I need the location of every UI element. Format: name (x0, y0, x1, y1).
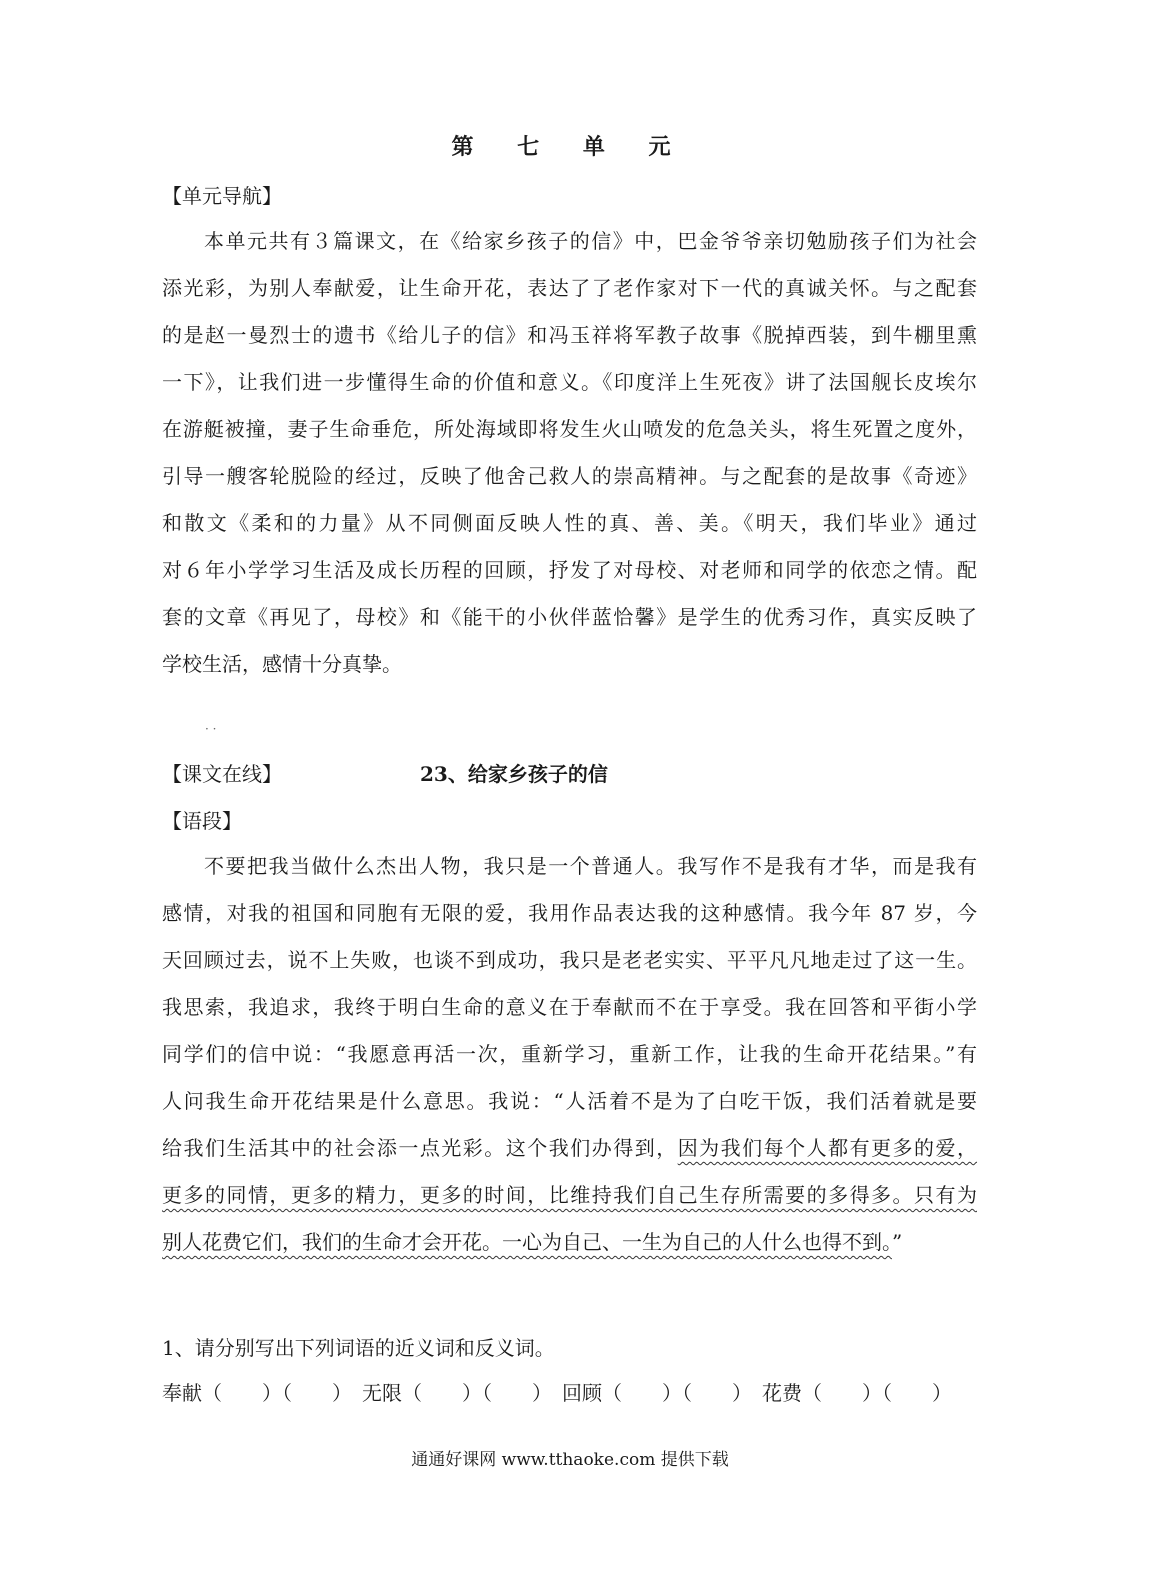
lesson-online-label: 【课文在线】 (162, 762, 282, 786)
intro-line: 一下》，让我们进一步懂得生命的价值和意义。《印度洋上生死夜》讲了法国舰长皮埃尔 (162, 370, 977, 394)
unit-navigation-label: 【单元导航】 (162, 184, 282, 208)
stray-marks: · · (205, 722, 217, 736)
passage-line (162, 1125, 977, 1172)
question-1: 1、请分别写出下列词语的近义词和反义词。 (162, 1336, 555, 1360)
passage-line: 我思索，我追求，我终于明白生命的意义在于奉献而不在于享受。我在回答和平街小学 (162, 995, 977, 1019)
passage-line: 同学们的信中说：“我愿意再活一次，重新学习，重新工作，让我的生命开花结果。”有 (162, 1042, 977, 1066)
fill-in-blanks-row: 奉献（ ）（ ） 无限（ ）（ ） 回顾（ ）（ ） 花费（ ）（ ） (162, 1381, 952, 1405)
passage-line (162, 1219, 977, 1266)
intro-line: 的是赵一曼烈士的遗书《给儿子的信》和冯玉祥将军教子故事《脱掉西装，到牛棚里熏 (162, 323, 977, 347)
passage-line (162, 1172, 977, 1219)
passage-label: 【语段】 (162, 809, 242, 833)
page-footer: 通通好课网 www.tthaoke.com 提供下载 (411, 1450, 729, 1470)
passage-text: 给我们生活其中的社会添一点光彩。这个我们办得到， (162, 1136, 678, 1160)
passage-line: 不要把我当做什么杰出人物，我只是一个普通人。我写作不是我有才华，而是我有 (204, 854, 977, 878)
unit-title: 第 七 单 元 (451, 134, 689, 160)
lesson-title: 23、给家乡孩子的信 (420, 762, 608, 786)
underlined-sentence: 因为我们每个人都有更多的爱， (677, 1136, 978, 1160)
passage-line: 人问我生命开花结果是什么意思。我说：“人活着不是为了白吃干饭，我们活着就是要 (162, 1089, 977, 1113)
passage-text: ” (892, 1230, 903, 1254)
passage-line: 感情，对我的祖国和同胞有无限的爱，我用作品表达我的这种感情。我今年 87 岁，今 (162, 901, 977, 925)
intro-line: 套的文章《再见了，母校》和《能干的小伙伴蓝恰馨》是学生的优秀习作，真实反映了 (162, 605, 977, 629)
passage-paragraph (162, 843, 977, 1266)
intro-line: 添光彩，为别人奉献爱，让生命开花，表达了了老作家对下一代的真诚关怀。与之配套 (162, 276, 977, 300)
underlined-sentence: 别人花费它们，我们的生命才会开花。一心为自己、一生为自己的人什么也得不到。 (162, 1230, 892, 1254)
intro-line: 对６年小学学习生活及成长历程的回顾，抒发了对母校、对老师和同学的依恋之情。配 (162, 558, 977, 582)
unit-intro-paragraph (162, 218, 977, 688)
intro-line: 学校生活，感情十分真挚。 (162, 652, 402, 676)
intro-line: 本单元共有３篇课文，在《给家乡孩子的信》中，巴金爷爷亲切勉励孩子们为社会 (204, 229, 977, 253)
intro-line: 引导一艘客轮脱险的经过，反映了他舍己救人的崇高精神。与之配套的是故事《奇迹》 (162, 464, 977, 488)
passage-line: 天回顾过去，说不上失败，也谈不到成功，我只是老老实实、平平凡凡地走过了这一生。 (162, 948, 977, 972)
underlined-sentence: 更多的同情，更多的精力，更多的时间，比维持我们自己生存所需要的多得多。只有为 (162, 1183, 977, 1207)
intro-line: 在游艇被撞，妻子生命垂危，所处海域即将发生火山喷发的危急关头，将生死置之度外， (162, 417, 977, 441)
intro-line: 和散文《柔和的力量》从不同侧面反映人性的真、善、美。《明天，我们毕业》通过 (162, 511, 977, 535)
